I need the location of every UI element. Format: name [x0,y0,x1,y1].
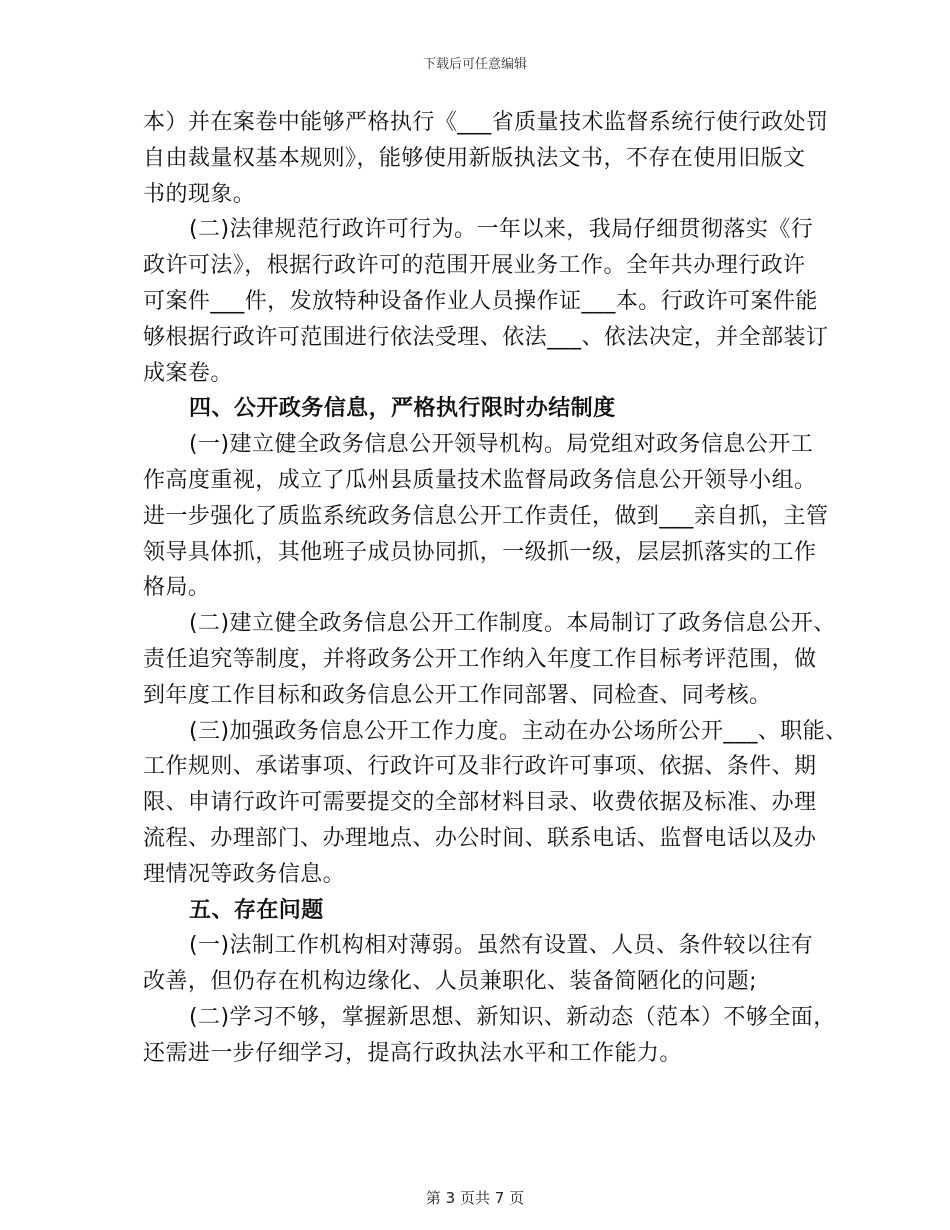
text-line: (二)法律规范行政许可行为。一年以来，我局仔细贯彻落实《行 [189,217,814,243]
text-line: 作高度重视，成立了瓜州县质量技术监督局政务信息公开领导小组。 [143,467,817,493]
page-header: 下载后可任意编辑 [422,57,527,72]
text-line: (二)学习不够，掌握新思想、新知识、新动态（范本）不够全面， [189,1004,836,1030]
text-line: 工作规则、承诺事项、行政许可及非行政许可事项、依据、条件、期 [143,754,817,780]
text-line: 政许可法》，根据行政许可的范围开展业务工作。全年共办理行政许 [143,253,806,279]
text-line: 书的现象。 [143,181,256,207]
page-footer: 第 3 页共 7 页 [425,1189,525,1207]
text-line: (一)建立健全政务信息公开领导机构。局党组对政务信息公开工 [189,432,814,458]
text-line: 可案件___件，发放特种设备作业人员操作证___本。行政许可案件能 [143,288,818,314]
text-line: (一)法制工作机构相对薄弱。虽然有设置、人员、条件较以往有 [189,933,814,959]
text-line: 到年度工作目标和政务信息公开工作同部署、同检查、同考核。 [143,682,772,708]
text-line: 还需进一步仔细学习，提高行政执法水平和工作能力。 [143,1040,682,1066]
text-line: 责任追究等制度，并将政务公开工作纳入年度工作目标考评范围，做 [143,646,817,672]
text-line: 格局。 [143,575,211,601]
text-line: 自由裁量权基本规则》，能够使用新版执法文书，不存在使用旧版文 [143,145,806,171]
text-line: 理情况等政务信息。 [143,861,346,887]
text-line: 进一步强化了质监系统政务信息公开工作责任，做到___亲自抓，主管 [143,503,829,529]
text-line: 本）并在案卷中能够严格执行《___省质量技术监督系统行使行政处罚 [143,110,829,135]
document-body [143,105,848,1072]
section-heading: 四、公开政务信息，严格执行限时办结制度 [189,396,616,422]
text-line: 成案卷。 [143,360,233,386]
text-line: 改善，但仍存在机构边缘化、人员兼职化、装备简陋化的问题; [143,969,758,995]
text-line: 领导具体抓，其他班子成员协同抓，一级抓一级，层层抓落实的工作 [143,539,817,565]
text-line: (三)加强政务信息公开工作力度。主动在办公场所公开___、职能、 [189,718,848,744]
text-line: 限、申请行政许可需要提交的全部材料目录、收费依据及标准、办理 [143,790,817,816]
text-line: 流程、办理部门、办理地点、办公时间、联系电话、监督电话以及办 [143,825,817,851]
text-line: (二)建立健全政务信息公开工作制度。本局制订了政务信息公开、 [189,611,836,637]
text-line: 够根据行政许可范围进行依法受理、依法___、依法决定，并全部装订 [143,324,829,350]
section-heading: 五、存在问题 [189,897,324,923]
